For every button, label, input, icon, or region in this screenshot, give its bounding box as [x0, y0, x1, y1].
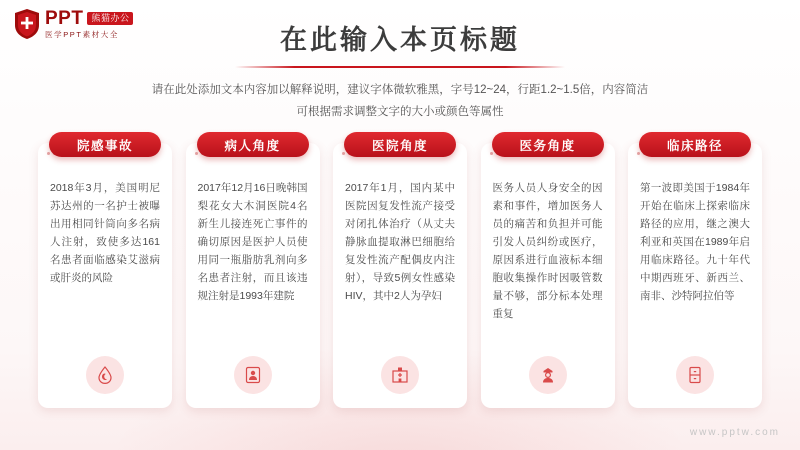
- subtitle-line-1: 请在此处添加文本内容加以解释说明，建议字体微软雅黑，字号12~24，行距1.2~1.5倍，内容简洁: [151, 84, 649, 96]
- card-body-text: 医务人员人身安全的因素和事件，增加医务人员的痛苦和负担并可能引发人员纠纷或医疗，原因系进行血液标本细胞收集操作时因吸管数量不够，部分标本处理重复: [492, 182, 603, 321]
- card-body-text: 第一波即美国于1984年开始在临床上探索临床路径的应用，继之澳大利亚和英国在1989年启用临床路径。九十年代中期西班牙、新西兰、南非、沙特阿拉伯等: [640, 182, 750, 303]
- content-card[interactable]: [38, 138, 172, 408]
- dot: [47, 152, 50, 155]
- card-title-badge: 医院角度: [344, 132, 456, 157]
- logo-badge: 熊猫办公: [87, 12, 133, 25]
- card-title-badge: 院感事故: [49, 132, 161, 157]
- header-block: [0, 18, 800, 124]
- card-body-text: 2017年12月16日晚韩国梨花女大木洞医院4名新生儿接连死亡事件的确切原因是医护人员使用同一瓶脂肪乳剂向多名患者注射，而且该违规注射是1993年建院: [197, 182, 308, 303]
- logo-main-text: PPT: [45, 8, 84, 30]
- title-divider: [235, 66, 565, 68]
- card-body-text: 2017年1月，国内某中医院因复发性流产接受对闭扎体治疗（从丈夫静脉血提取淋巴细胞给复发性流产配偶皮内注射），导致5例女性感染HIV，其中2人为孕妇: [345, 182, 455, 303]
- card-list: [38, 138, 762, 408]
- subtitle-line-2: 可根据需求调整文字的大小或颜色等属性: [296, 105, 504, 118]
- content-card[interactable]: [628, 138, 762, 408]
- card-title-badge: 医务角度: [492, 132, 604, 157]
- dot: [637, 152, 640, 155]
- dot: [195, 152, 198, 155]
- card-title-badge: 病人角度: [197, 132, 309, 157]
- footer-watermark: www.pptw.com: [689, 427, 780, 438]
- hospital-building-icon: [381, 356, 419, 394]
- page-subtitle: [70, 80, 730, 124]
- page-title: 在此输入本页标题: [280, 25, 520, 55]
- dot: [490, 152, 493, 155]
- nurse-icon: [529, 356, 567, 394]
- content-card[interactable]: [481, 138, 615, 408]
- content-card[interactable]: [186, 138, 320, 408]
- card-title-badge: 临床路径: [639, 132, 751, 157]
- patient-person-icon: [234, 356, 272, 394]
- cabinet-icon: [676, 356, 714, 394]
- blood-drop-icon: [86, 356, 124, 394]
- content-card[interactable]: [333, 138, 467, 408]
- logo-subtitle: 医学PPT素材大全: [45, 30, 119, 40]
- dot: [342, 152, 345, 155]
- card-body-text: 2018年3月，美国明尼苏达州的一名护士被曝出用相同针筒向多名病人注射，致使多达161名患者面临感染艾滋病或肝炎的风险: [50, 182, 160, 285]
